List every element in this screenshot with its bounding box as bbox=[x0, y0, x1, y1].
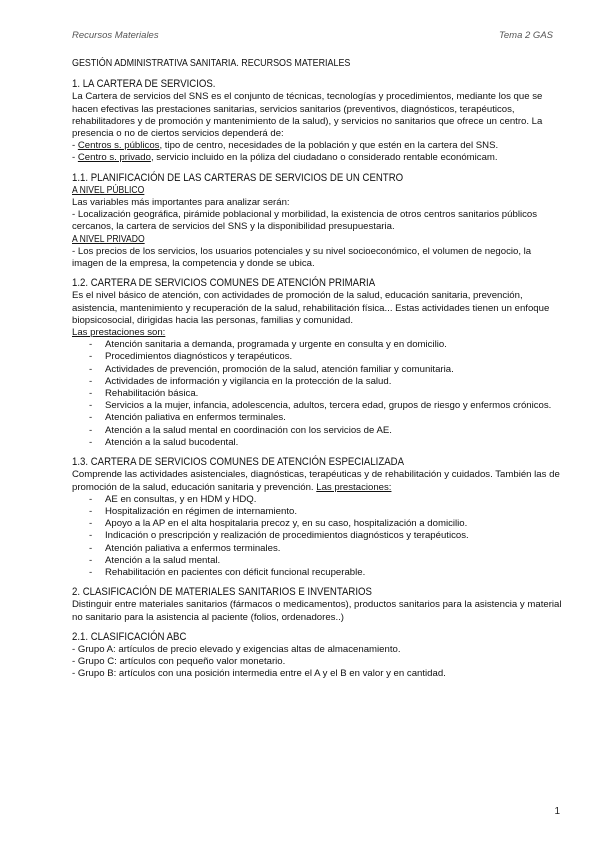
section-2-text: Distinguir entre materiales sanitarios (fármacos o medicamentos), productos sanitarios para la asistencia y material no sanitario para la asistencia al paciente (folios, ordenadores..) bbox=[72, 599, 562, 623]
section-1-3-list bbox=[72, 494, 562, 579]
abc-line: - Grupo A: artículos de precio elevado y exigencias altas de almacenamiento. bbox=[72, 643, 401, 655]
page-number: 1 bbox=[554, 806, 560, 817]
line-rest: , tipo de centro, necesidades de la población y que estén en la cartera del SNS. bbox=[159, 140, 499, 152]
section-1-2-list-label: Las prestaciones son: bbox=[72, 327, 166, 339]
section-1-1-title: 1.1. PLANIFICACIÓN DE LAS CARTERAS DE SERVICIOS DE UN CENTRO bbox=[72, 171, 404, 184]
list-item: - Rehabilitación básica. bbox=[89, 388, 562, 400]
list-item: - Indicación o prescripción y realización de procedimientos diagnósticos y terapéuticos. bbox=[89, 530, 562, 542]
private-center-term: Centro s. privado bbox=[77, 152, 151, 164]
section-2-1-title: 2.1. CLASIFICACIÓN ABC bbox=[72, 630, 187, 643]
public-level-label: A NIVEL PÚBLICO bbox=[72, 184, 145, 196]
abc-line: - Grupo C: artículos con pequeño valor monetario. bbox=[72, 656, 286, 668]
header-left: Recursos Materiales bbox=[72, 30, 159, 41]
list-item: - Atención a la salud mental en coordinación con los servicios de AE. bbox=[89, 425, 562, 437]
list-item: - Apoyo a la AP en el alta hospitalaria precoz y, en su caso, hospitalización a domicilio. bbox=[89, 518, 562, 530]
section-1-3-text bbox=[72, 469, 562, 493]
list-item: - Atención sanitaria a demanda, programada y urgente en consulta y en domicilio. bbox=[89, 339, 562, 351]
list-item: - Atención paliativa a enfermos terminales. bbox=[89, 543, 562, 555]
private-level-label: A NIVEL PRIVADO bbox=[72, 233, 145, 245]
section-1-intro: La Cartera de servicios del SNS es el conjunto de técnicas, tecnologías y procedimientos, mediante los que se hacen efectivas las prestaciones sanitarias, servicios sanitarios (preventivos, diagnósticos, terapéuticos, rehabilitadores y de promoción y mantenimiento de la salud), y servicios no sanitarios que ofrece un centro. La presencia o no de ciertos servicios dependerá de: bbox=[72, 91, 543, 140]
list-item: - Procedimientos diagnósticos y terapéuticos. bbox=[89, 351, 562, 363]
list-item: - Actividades de información y vigilancia en la protección de la salud. bbox=[89, 376, 562, 388]
section-1-2-title: 1.2. CARTERA DE SERVICIOS COMUNES DE ATENCIÓN PRIMARIA bbox=[72, 277, 376, 290]
document-body bbox=[72, 58, 562, 681]
line-prefix: - bbox=[72, 140, 78, 152]
public-level-text-2: - Localización geográfica, pirámide poblacional y morbilidad, la existencia de otros centros sanitarios públicos cercanos, la cartera de servicios del SNS y la disponibilidad presupuestaria. bbox=[72, 209, 538, 233]
section-1-2-list bbox=[72, 339, 562, 449]
list-item: - Hospitalización en régimen de internamiento. bbox=[89, 506, 562, 518]
line-prefix: - bbox=[72, 152, 78, 164]
line-rest: , servicio incluido en la póliza del ciudadano o considerado rentable económicam. bbox=[150, 152, 498, 164]
section-1-3-body: Comprende las actividades asistenciales, diagnósticas, terapéuticas y de rehabilitación y cuidados. También las de promoción de la salud, educación sanitaria y prevención. bbox=[72, 469, 560, 493]
list-item: - Rehabilitación en pacientes con déficit funcional recuperable. bbox=[89, 567, 562, 579]
list-item: - Atención a la salud mental. bbox=[89, 555, 562, 567]
list-item: - Actividades de prevención, promoción de la salud, atención familiar y comunitaria. bbox=[89, 364, 562, 376]
list-item: - AE en consultas, y en HDM y HDQ. bbox=[89, 494, 562, 506]
abc-line: - Grupo B: artículos con una posición intermedia entre el A y el B en valor y en cantidad. bbox=[72, 668, 446, 680]
document-title: GESTIÓN ADMINISTRATIVA SANITARIA. RECURSOS MATERIALES bbox=[72, 58, 351, 69]
section-1-3-list-label: Las prestaciones: bbox=[316, 481, 392, 493]
public-centers-term: Centros s. públicos bbox=[77, 140, 160, 152]
section-1-title: 1. LA CARTERA DE SERVICIOS. bbox=[72, 78, 216, 91]
list-item: - Atención a la salud bucodental. bbox=[89, 437, 562, 449]
public-level-text-1: Las variables más importantes para analizar serán: bbox=[72, 197, 290, 209]
private-level-text: - Los precios de los servicios, los usuarios potenciales y su nivel socioeconómico, el volumen de negocio, la imagen de la empresa, la competencia y donde se ubica. bbox=[72, 245, 532, 270]
section-1-3-title: 1.3. CARTERA DE SERVICIOS COMUNES DE ATENCIÓN ESPECIALIZADA bbox=[72, 456, 405, 469]
header-right: Tema 2 GAS bbox=[498, 30, 553, 41]
list-item: - Servicios a la mujer, infancia, adolescencia, adultos, tercera edad, grupos de riesgo y enfermos crónicos. bbox=[89, 400, 562, 412]
list-item: - Atención paliativa en enfermos terminales. bbox=[89, 412, 562, 424]
section-2-title: 2. CLASIFICACIÓN DE MATERIALES SANITARIOS E INVENTARIOS bbox=[72, 586, 372, 599]
section-1-line-private bbox=[72, 152, 562, 164]
section-1-line-public bbox=[72, 140, 562, 152]
section-1-2-text: Es el nivel básico de atención, con actividades de promoción de la salud, educación sanitaria, prevención, asistencia, mantenimiento y recuperación de la salud, rehabilitación física... Estas actividades tienen un enfoque biopsicosocial, dirigidas hacia las personas, familias y comunidad. bbox=[72, 290, 550, 326]
